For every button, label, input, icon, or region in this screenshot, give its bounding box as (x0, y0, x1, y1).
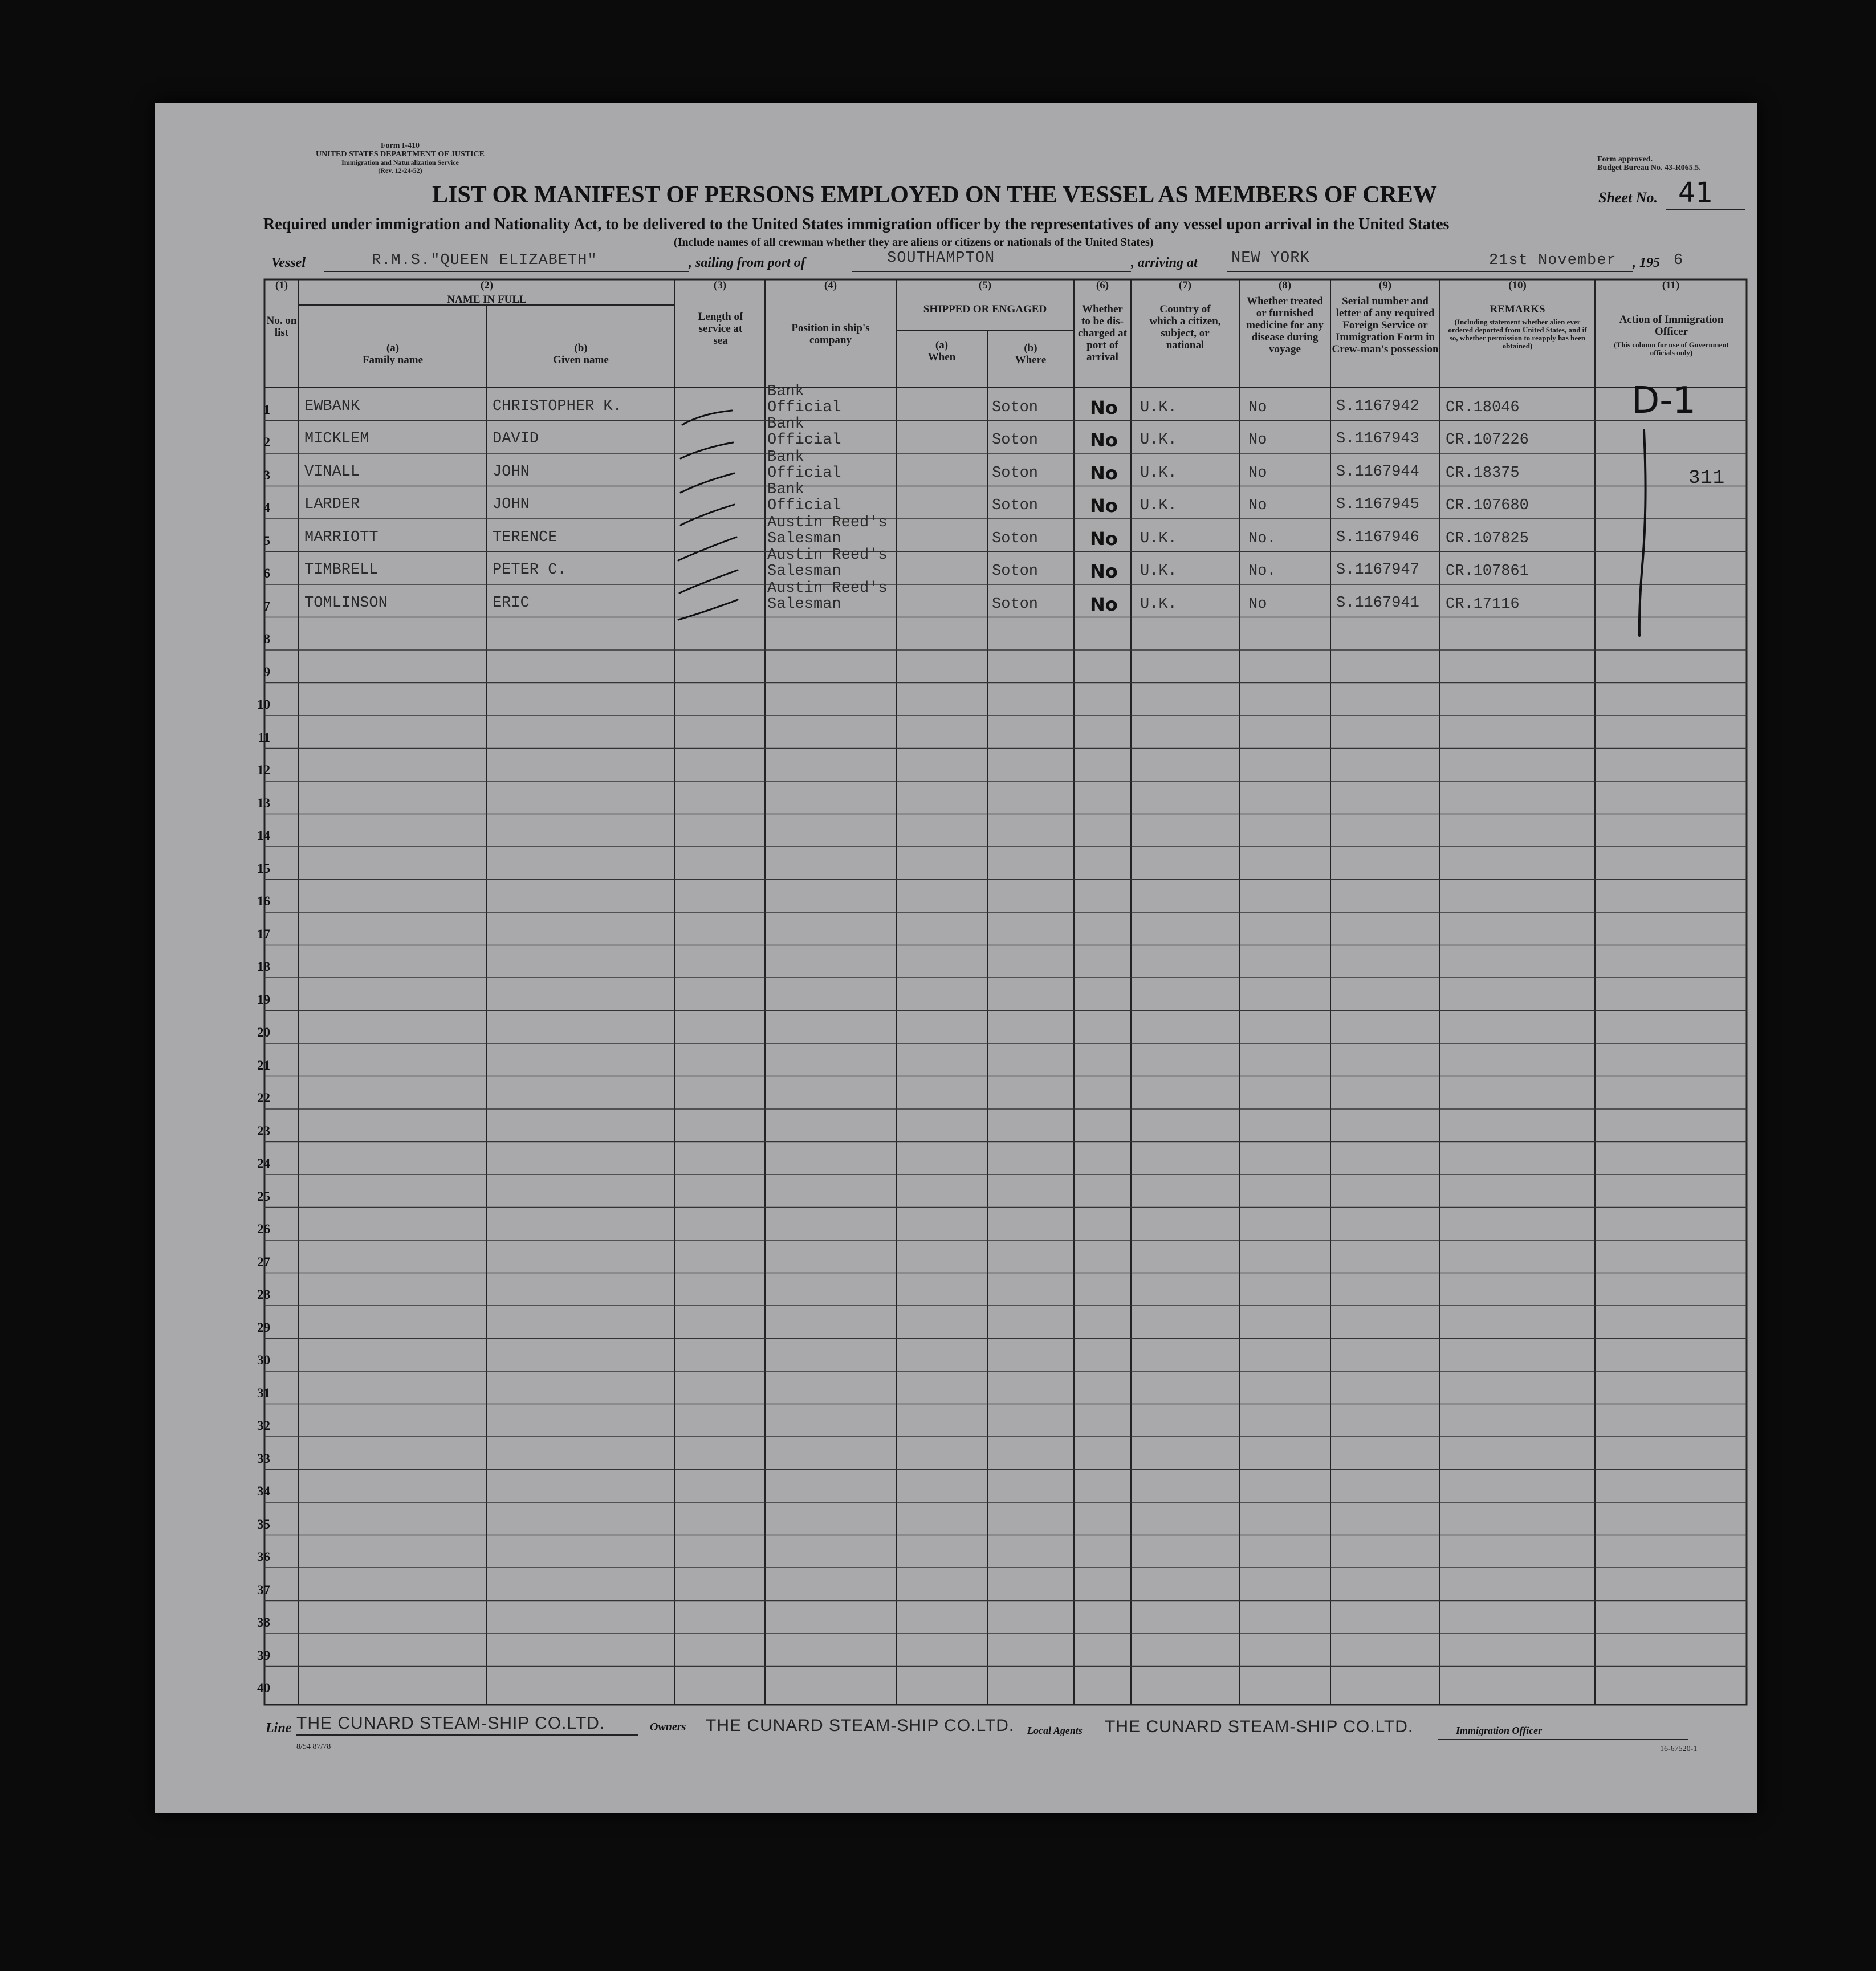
row-number: 14 (257, 828, 270, 843)
col1-header: No. on list (266, 315, 297, 339)
col6-header: Whether to be dis-charged at port of arrival (1077, 303, 1127, 363)
row-number: 21 (257, 1058, 270, 1072)
country: U.K. (1140, 399, 1177, 416)
vessel-label: Vessel (271, 255, 306, 270)
treated: No. (1248, 563, 1276, 580)
family-name: TOMLINSON (304, 594, 388, 612)
row-number: 34 (257, 1484, 270, 1498)
officer-code: 311 (1688, 468, 1726, 489)
col6-number: (6) (1096, 279, 1109, 291)
vessel-name: R.M.S."QUEEN ELIZABETH" (372, 252, 597, 269)
col7-number: (7) (1178, 279, 1192, 291)
col5b-letter: (b) (1024, 342, 1037, 354)
remarks: CR.18046 (1446, 399, 1520, 416)
col5-header: SHIPPED OR ENGAGED (923, 303, 1047, 315)
form-code: 16-67520-1 (1660, 1745, 1698, 1753)
row-number: 26 (257, 1222, 270, 1236)
country: U.K. (1140, 464, 1177, 482)
col4-header: Position in ship's company (791, 322, 870, 346)
row-number: 6 (263, 566, 270, 580)
shipped-where: Soton (992, 399, 1039, 416)
col2-number: (2) (480, 279, 494, 291)
position-line1: Bank (767, 481, 804, 498)
row-number: 9 (263, 664, 270, 679)
row-number: 15 (257, 861, 270, 876)
serial-number: S.1167947 (1336, 562, 1419, 579)
col2a-letter: (a) (386, 342, 400, 354)
row-number: 13 (257, 795, 270, 810)
family-name: TIMBRELL (304, 562, 379, 579)
col9-header: Serial number and letter of any required Foreign Service or Immigration Form in Crew-man's possession (1332, 295, 1439, 355)
officer-mark-d1: D-1 (1631, 380, 1696, 422)
departure-port: SOUTHAMPTON (887, 250, 995, 267)
row-number: 39 (257, 1648, 270, 1663)
family-name: MARRIOTT (304, 529, 379, 546)
line-underline (296, 1734, 638, 1736)
col1-number: (1) (275, 279, 288, 291)
serial-number: S.1167942 (1336, 397, 1419, 415)
row-number: 27 (257, 1254, 270, 1269)
col10-note: (Including statement whether alien ever ordered deported from United States, and if so, whether permission to reapply has been obtained) (1448, 318, 1587, 350)
serial-number: S.1167945 (1336, 496, 1419, 513)
arriving-label: , arriving at (1131, 255, 1198, 270)
sailing-label: , sailing from port of (689, 255, 805, 270)
serial-number: S.1167944 (1336, 463, 1419, 481)
row-number: 40 (257, 1681, 270, 1695)
officer-line (1438, 1739, 1688, 1740)
family-name: LARDER (304, 496, 360, 513)
given-name: JOHN (493, 496, 530, 513)
treated: No (1248, 464, 1267, 482)
shipped-where: Soton (992, 530, 1039, 547)
row-number: 32 (257, 1419, 270, 1433)
treated: No (1248, 432, 1267, 449)
col10-header: REMARKS (1490, 303, 1545, 315)
shipped-where: Soton (992, 497, 1039, 514)
family-name: EWBANK (304, 397, 360, 415)
year-prefix: , 195 (1633, 255, 1660, 270)
remarks: CR.107825 (1446, 530, 1529, 547)
col5a-header: When (927, 351, 956, 363)
discharge-answer: No (1090, 462, 1118, 484)
form-number: Form I-410 (380, 141, 420, 150)
col11-note: (This column for use of Government officials only) (1614, 340, 1729, 357)
row-number: 37 (257, 1582, 270, 1597)
row-number: 11 (258, 730, 270, 745)
position-line1: Bank (767, 416, 804, 433)
form-approved: Form approved. (1597, 155, 1653, 164)
col8-number: (8) (1278, 279, 1292, 291)
row-number: 33 (257, 1451, 270, 1466)
row-number: 17 (257, 926, 270, 941)
position-line2: Official (767, 432, 841, 449)
remarks: CR.107861 (1446, 563, 1529, 580)
discharge-answer: No (1090, 560, 1118, 582)
treated: No (1248, 497, 1267, 514)
country: U.K. (1140, 432, 1177, 449)
col10-number: (10) (1508, 279, 1527, 291)
row-number: 20 (257, 1025, 270, 1039)
arrival-port: NEW YORK (1231, 250, 1310, 267)
document-subtitle: Required under immigration and Nationality Act, to be delivered to the United States immigration officer by the representatives of any vessel upon arrival in the United States (263, 216, 1450, 233)
col7-header: Country of which a citizen, subject, or national (1149, 303, 1221, 351)
discharge-answer: No (1090, 495, 1118, 517)
col11-number: (11) (1662, 279, 1680, 291)
col5b-header: Where (1015, 354, 1047, 366)
local-agents-label: Local Agents (1027, 1725, 1083, 1736)
col8-header: Whether treated or furnished medicine for any disease during voyage (1246, 295, 1324, 355)
department-name: UNITED STATES DEPARTMENT OF JUSTICE (316, 150, 485, 159)
position-line1: Bank (767, 383, 804, 400)
serial-number: S.1167941 (1336, 594, 1419, 612)
col3-header: Length of service at sea (698, 311, 743, 347)
row-number: 5 (263, 533, 270, 548)
row-number: 22 (257, 1091, 270, 1105)
row-number: 28 (257, 1287, 270, 1302)
serial-number: S.1167943 (1336, 430, 1419, 448)
col2a-header: Family name (362, 354, 424, 366)
position-line2: Official (767, 464, 841, 482)
remarks: CR.18375 (1446, 464, 1520, 482)
line-label: Line (266, 1721, 292, 1736)
row-number: 7 (263, 599, 270, 613)
row-number: 23 (257, 1123, 270, 1138)
budget-bureau-number: Budget Bureau No. 43-R065.5. (1597, 164, 1701, 172)
given-name: DAVID (493, 430, 539, 448)
position-line2: Salesman (767, 563, 841, 580)
sheet-number-label: Sheet No. (1598, 189, 1658, 206)
family-name: MICKLEM (304, 430, 369, 448)
discharge-answer: No (1090, 527, 1118, 550)
shipped-where: Soton (992, 432, 1039, 449)
col2b-header: Given name (553, 354, 609, 366)
sheet-number: 41 (1678, 177, 1714, 209)
given-name: PETER C. (493, 562, 567, 579)
row-number: 35 (257, 1517, 270, 1531)
shipped-where: Soton (992, 464, 1039, 482)
shipped-where: Soton (992, 563, 1039, 580)
remarks: CR.107680 (1446, 497, 1529, 514)
position-line2: Official (767, 399, 841, 416)
arrival-date: 21st November (1489, 252, 1617, 269)
position-line2: Salesman (767, 530, 841, 547)
country: U.K. (1140, 563, 1177, 580)
row-number: 38 (257, 1615, 270, 1629)
local-agents-value: THE CUNARD STEAM-SHIP CO.LTD. (1105, 1717, 1414, 1736)
row-number: 31 (257, 1385, 270, 1400)
row-number: 3 (263, 468, 270, 482)
serial-number: S.1167946 (1336, 529, 1419, 546)
country: U.K. (1140, 595, 1177, 613)
position-line1: Austin Reed's (767, 547, 888, 564)
remarks: CR.107226 (1446, 432, 1529, 449)
position-line1: Austin Reed's (767, 514, 888, 531)
inclusion-note: (Include names of all crewman whether they are aliens or citizens or nationals of the United States) (674, 236, 1154, 249)
row-number: 24 (257, 1156, 270, 1171)
row-number: 18 (257, 960, 270, 974)
remarks: CR.17116 (1446, 595, 1520, 613)
position-line2: Official (767, 497, 841, 514)
row-number: 10 (257, 697, 270, 712)
print-code: 8/54 87/78 (296, 1742, 331, 1751)
document-title: LIST OR MANIFEST OF PERSONS EMPLOYED ON THE VESSEL AS MEMBERS OF CREW (432, 182, 1437, 208)
position-line1: Austin Reed's (767, 579, 888, 597)
given-name: JOHN (493, 463, 530, 481)
row-number: 12 (257, 763, 270, 777)
shipped-where: Soton (992, 595, 1039, 613)
country: U.K. (1140, 530, 1177, 547)
discharge-answer: No (1090, 396, 1118, 418)
row-number: 16 (257, 894, 270, 908)
line-value: THE CUNARD STEAM-SHIP CO.LTD. (296, 1714, 605, 1733)
given-name: TERENCE (493, 529, 557, 546)
row-number: 29 (257, 1320, 270, 1335)
manifest-sheet (155, 103, 1757, 1813)
revision-date: (Rev. 12-24-52) (378, 166, 422, 174)
owners-value: THE CUNARD STEAM-SHIP CO.LTD. (706, 1716, 1015, 1735)
treated: No. (1248, 530, 1276, 547)
given-name: ERIC (493, 594, 530, 612)
position-line2: Salesman (767, 595, 841, 613)
col5a-letter: (a) (935, 339, 949, 351)
col5-number: (5) (978, 279, 992, 291)
given-name: CHRISTOPHER K. (493, 397, 622, 415)
treated: No (1248, 595, 1267, 613)
row-number: 8 (263, 632, 270, 646)
treated: No (1248, 399, 1267, 416)
row-number: 2 (263, 435, 270, 449)
discharge-answer: No (1090, 593, 1118, 615)
family-name: VINALL (304, 463, 360, 481)
row-number: 4 (263, 501, 270, 515)
col4-number: (4) (824, 279, 837, 291)
position-line1: Bank (767, 448, 804, 466)
immigration-officer-label: Immigration Officer (1456, 1725, 1543, 1736)
year-digit: 6 (1674, 252, 1684, 269)
country: U.K. (1140, 497, 1177, 514)
col2b-letter: (b) (574, 342, 588, 354)
row-number: 36 (257, 1550, 270, 1564)
row-number: 25 (257, 1189, 270, 1204)
owners-label: Owners (650, 1721, 686, 1733)
col11-header: Action of Immigration Officer (1619, 314, 1724, 338)
row-number: 19 (257, 992, 270, 1007)
col3-number: (3) (713, 279, 727, 291)
col9-number: (9) (1378, 279, 1392, 291)
row-number: 30 (257, 1353, 270, 1367)
service-name: Immigration and Naturalization Service (341, 159, 459, 166)
discharge-answer: No (1090, 429, 1118, 451)
col2-header: NAME IN FULL (447, 294, 527, 306)
row-number: 1 (263, 402, 270, 417)
